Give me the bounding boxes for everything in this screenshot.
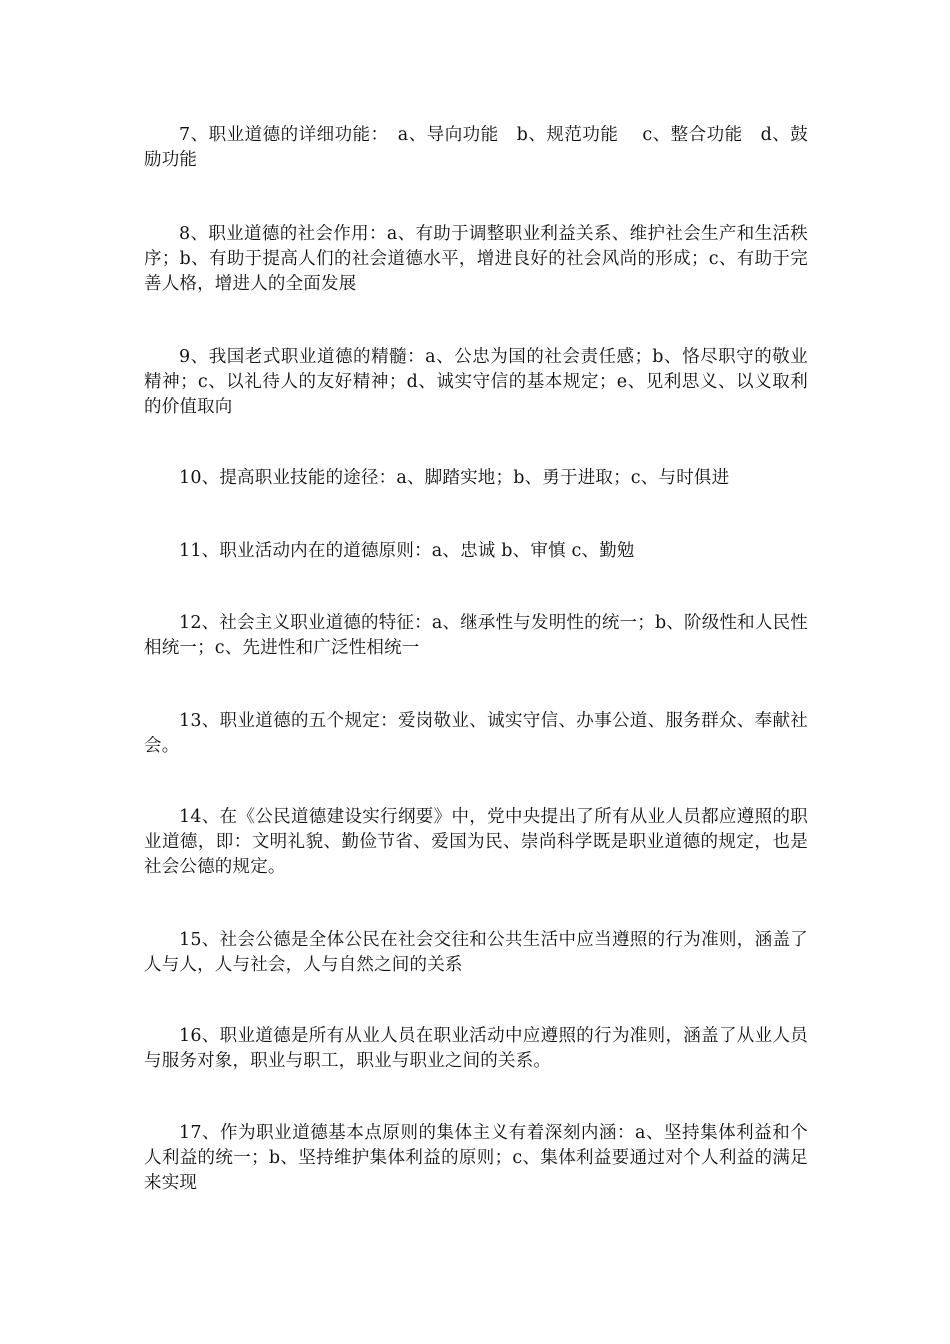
paragraph-12: 12、社会主义职业道德的特征：a、继承性与发明性的统一；b、阶级性和人民性相统一；c、先进性和广泛性相统一 — [144, 613, 808, 658]
paragraph-15: 15、社会公德是全体公民在社会交往和公共生活中应当遵照的行为准则，涵盖了人与人，人与社会，人与自然之间的关系 — [144, 930, 808, 975]
paragraph-13: 13、职业道德的五个规定：爱岗敬业、诚实守信、办事公道、服务群众、奉献社会。 — [144, 711, 808, 756]
paragraph-7: 7、职业道德的详细功能： a、导向功能 b、规范功能 c、整合功能 d、鼓励功能 — [144, 125, 808, 170]
paragraph-10: 10、提高职业技能的途径：a、脚踏实地；b、勇于进取；c、与时俱进 — [179, 468, 730, 488]
paragraph-16: 16、职业道德是所有从业人员在职业活动中应遵照的行为准则，涵盖了从业人员与服务对象，职业与职工，职业与职业之间的关系。 — [144, 1026, 808, 1071]
paragraph-14: 14、在《公民道德建设实行纲要》中，党中央提出了所有从业人员都应遵照的职业道德，即：文明礼貌、勤俭节省、爱国为民、崇尚科学既是职业道德的规定，也是社会公德的规定。 — [144, 807, 808, 877]
paragraph-11: 11、职业活动内在的道德原则：a、忠诚 b、审慎 c、勤勉 — [179, 541, 635, 561]
paragraph-17: 17、作为职业道德基本点原则的集体主义有着深刻内涵：a、坚持集体利益和个人利益的统一；b、坚持维护集体利益的原则；c、集体利益要通过对个人利益的满足来实现 — [144, 1123, 808, 1193]
paragraph-8: 8、职业道德的社会作用：a、有助于调整职业利益关系、维护社会生产和生活秩序；b、有助于提高人们的社会道德水平，增进良好的社会风尚的形成；c、有助于完善人格，增进人的全面发展 — [144, 224, 808, 294]
paragraph-9: 9、我国老式职业道德的精髓：a、公忠为国的社会责任感；b、恪尽职守的敬业精神；c、以礼待人的友好精神；d、诚实守信的基本规定；e、见利思义、以义取利的价值取向 — [144, 347, 808, 417]
